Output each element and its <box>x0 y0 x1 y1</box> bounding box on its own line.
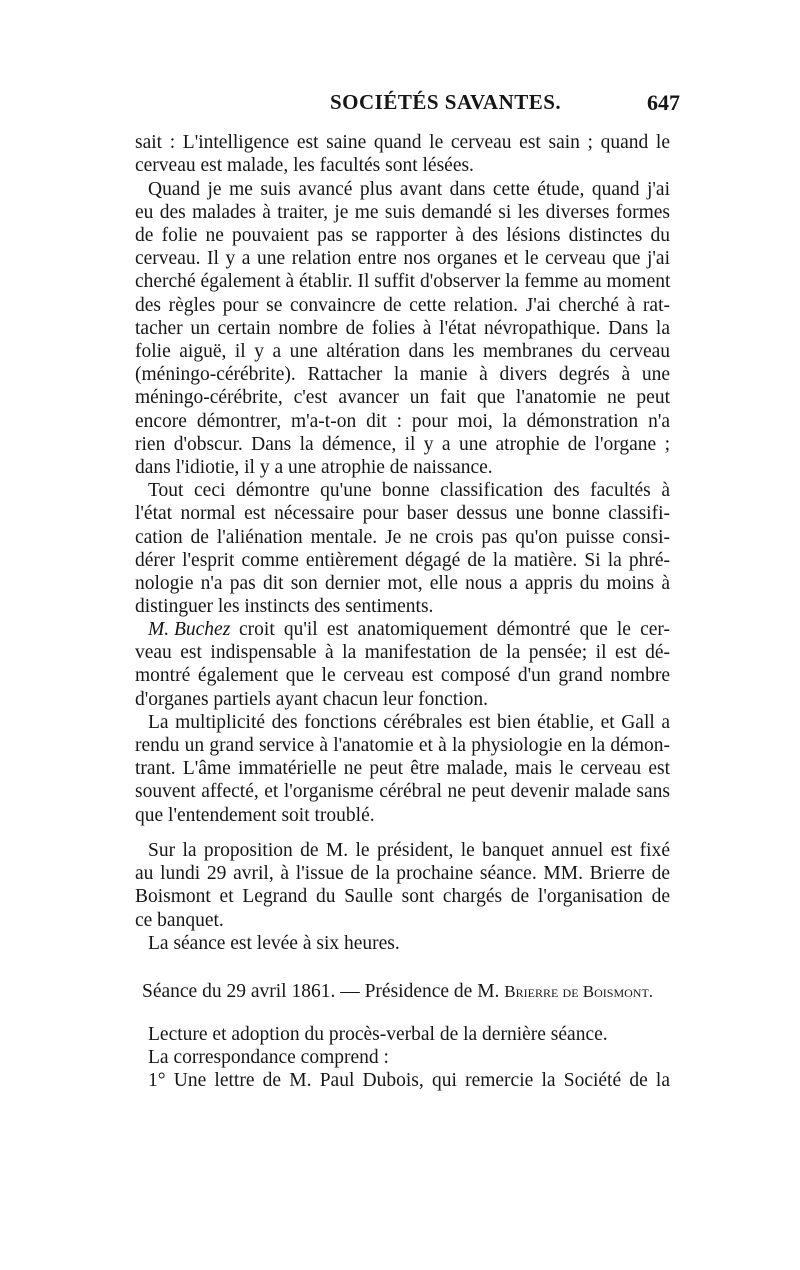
text-line: souvent affecté, et l'organisme cérébral ne peut devenir malade sans <box>135 781 670 802</box>
text-line: folie aiguë, il y a une altération dans les membranes du cerveau <box>135 341 670 362</box>
text-line: d'organes partiels ayant chacun leur fonction. <box>135 689 488 710</box>
session-heading-text: Séance du 29 avril 1861. — Présidence de M. <box>142 981 500 1002</box>
running-title: SOCIÉTÉS SAVANTES. <box>330 90 562 114</box>
text-line: veau est indispensable à la manifestation de la pensée; il est dé- <box>135 642 670 663</box>
text-line: des règles pour se convaincre de cette relation. J'ai cherché à rat- <box>135 295 670 316</box>
text-line: Boismont et Legrand du Saulle sont chargés de l'organisation de <box>135 886 670 907</box>
text-line: trant. L'âme immatérielle ne peut être malade, mais le cerveau est <box>135 758 670 779</box>
text-line: rendu un grand service à l'anatomie et à la physiologie en la démon- <box>135 735 670 756</box>
speaker-buchez: M. Buchez <box>148 619 231 640</box>
text-line: Sur la proposition de M. le président, le banquet annuel est fixé <box>148 840 670 861</box>
text-line: rien d'obscur. Dans la démence, il y a une atrophie de l'organe ; <box>135 434 670 455</box>
text-line: méningo-cérébrite, c'est avancer un fait que l'anatomie ne peut <box>135 387 670 408</box>
text-line: ce banquet. <box>135 910 224 931</box>
text-line: cerveau. Il y a une relation entre nos organes et le cerveau que j'ai <box>135 248 670 269</box>
page-number: 647 <box>647 90 680 115</box>
text-line: La séance est levée à six heures. <box>148 933 400 954</box>
text-line: distinguer les instincts des sentiments. <box>135 596 434 617</box>
text-line: Lecture et adoption du procès-verbal de la dernière séance. <box>148 1024 608 1045</box>
text-line: Tout ceci démontre qu'une bonne classification des facultés à <box>148 480 670 501</box>
text-line: dérer l'esprit comme entièrement dégagé de la matière. Si la phré- <box>135 550 670 571</box>
text-line: que l'entendement soit troublé. <box>135 805 375 826</box>
speaker-name <box>148 618 238 642</box>
text-line: cherché également à établir. Il suffit d'observer la femme au moment <box>135 271 671 292</box>
text-line: croit qu'il est anatomiquement démontré que le cer- <box>239 619 670 640</box>
text-line: La correspondance comprend : <box>148 1047 389 1068</box>
text-line: 1° Une lettre de M. Paul Dubois, qui remercie la Société de la <box>148 1070 670 1091</box>
session-heading <box>142 980 682 1004</box>
text-line: nologie n'a pas dit son dernier mot, elle nous a appris du moins à <box>135 573 670 594</box>
text-line: sait : L'intelligence est saine quand le cerveau est sain ; quand le <box>135 132 670 153</box>
text-line: au lundi 29 avril, à l'issue de la prochaine séance. MM. Brierre de <box>135 863 670 884</box>
text-line: cation de l'aliénation mentale. Je ne crois pas qu'on puisse consi- <box>135 527 670 548</box>
session-president: Brierre de Boismont. <box>504 982 654 1001</box>
text-line: encore démontrer, m'a-t-on dit : pour moi, la démonstration n'a <box>135 411 670 432</box>
text-line: l'état normal est nécessaire pour baser dessus une bonne classifi- <box>135 503 670 524</box>
text-line: eu des malades à traiter, je me suis demandé si les diverses formes <box>135 202 670 223</box>
text-line: de folie ne pouvaient pas se rapporter à des lésions distinctes du <box>135 225 670 246</box>
text-line: dans l'idiotie, il y a une atrophie de naissance. <box>135 457 493 478</box>
text-line: cerveau est malade, les facultés sont lésées. <box>135 155 474 176</box>
text-line: tacher un certain nombre de folies à l'état névropathique. Dans la <box>135 318 670 339</box>
text-line: La multiplicité des fonctions cérébrales est bien établie, et Gall a <box>148 712 670 733</box>
text-line: montré également que le cerveau est composé d'un grand nombre <box>135 665 670 686</box>
text-line: Quand je me suis avancé plus avant dans cette étude, quand j'ai <box>148 179 670 200</box>
text-line: (méningo-cérébrite). Rattacher la manie à divers degrés à une <box>135 364 670 385</box>
